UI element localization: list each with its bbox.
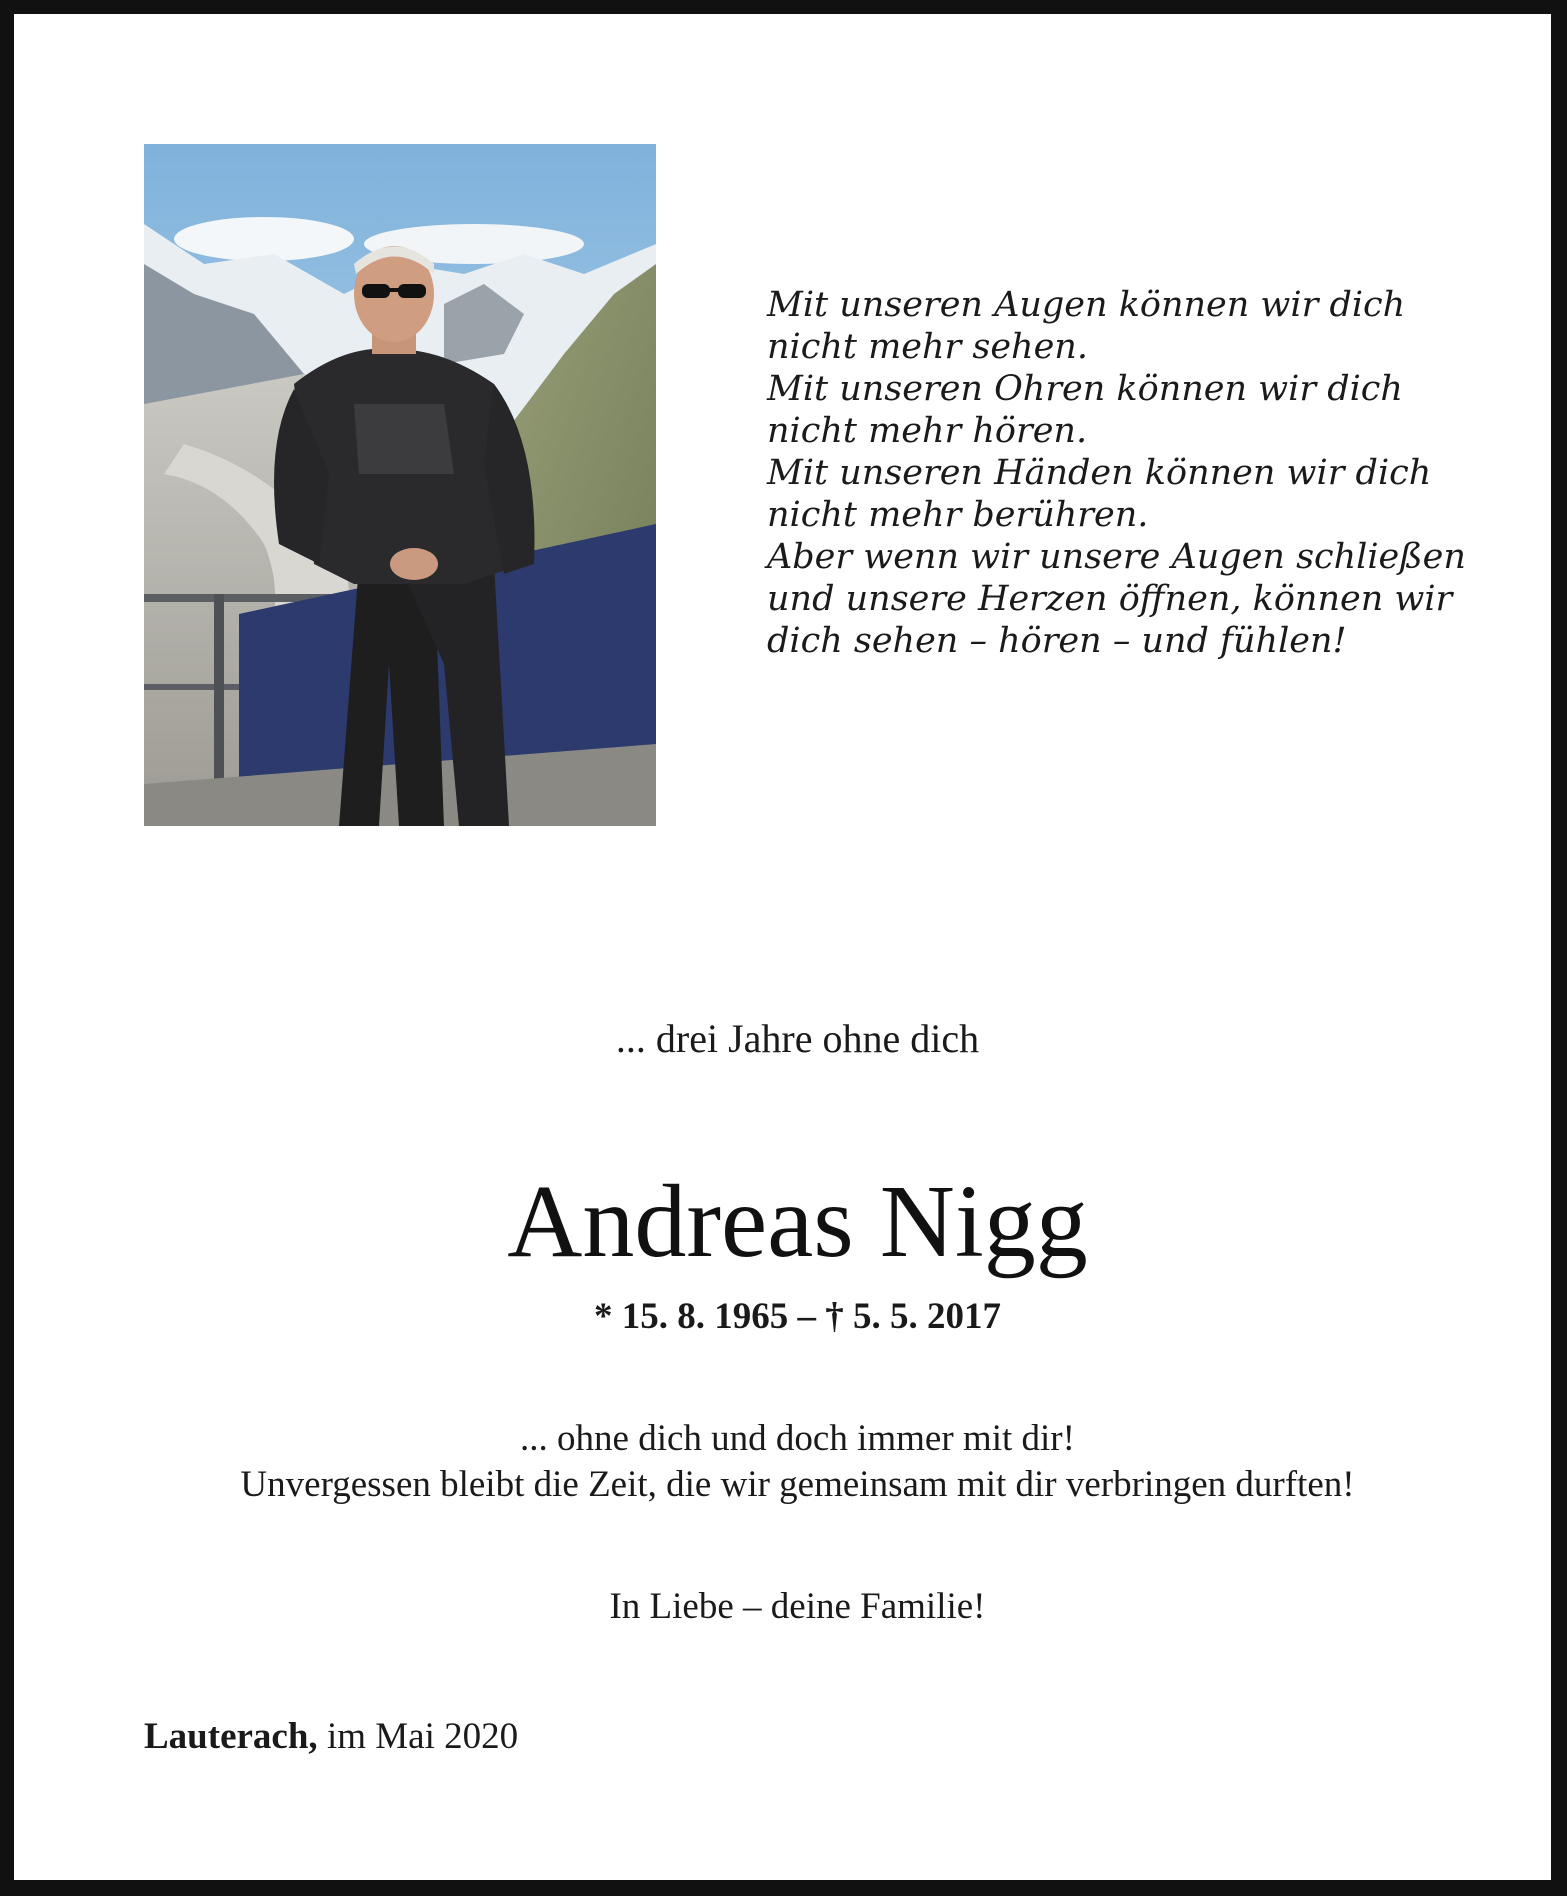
poem xyxy=(767,284,1487,662)
life-dates: * 15. 8. 1965 – † 5. 5. 2017 xyxy=(594,1296,1001,1337)
poem-line: und unsere Herzen öffnen, können wir xyxy=(767,579,1453,619)
portrait-photo xyxy=(144,144,656,826)
poem-line: nicht mehr berühren. xyxy=(767,495,1149,535)
place-and-date xyxy=(144,1714,518,1760)
poem-line: nicht mehr sehen. xyxy=(767,327,1088,367)
place-town: Lauterach, xyxy=(144,1716,318,1757)
message-line: Unvergessen bleibt die Zeit, die wir gemeinsam mit dir verbringen durften! xyxy=(240,1464,1355,1505)
family-signature: In Liebe – deine Familie! xyxy=(609,1586,986,1627)
poem-line: dich sehen – hören – und fühlen! xyxy=(767,621,1347,661)
poem-line: Mit unseren Augen können wir dich xyxy=(767,285,1406,325)
place-date: im Mai 2020 xyxy=(317,1716,519,1757)
poem-line: Aber wenn wir unsere Augen schließen xyxy=(767,537,1466,577)
deceased-name: Andreas Nigg xyxy=(507,1164,1088,1279)
poem-line: nicht mehr hören. xyxy=(767,411,1088,451)
memorial-message xyxy=(14,1416,1567,1508)
poem-line: Mit unseren Händen können wir dich xyxy=(767,453,1432,493)
message-line: ... ohne dich und doch immer mit dir! xyxy=(520,1418,1075,1459)
poem-line: Mit unseren Ohren können wir dich xyxy=(767,369,1403,409)
intro-text: ... drei Jahre ohne dich xyxy=(615,1016,980,1061)
